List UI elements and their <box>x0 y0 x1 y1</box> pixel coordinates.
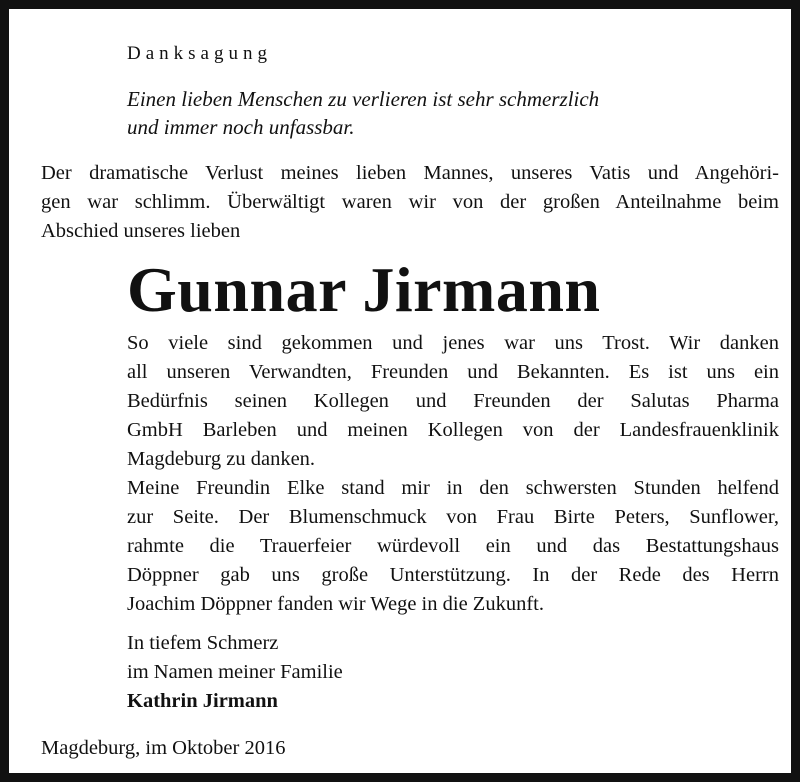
body-line-1: So viele sind gekommen und jenes war uns Trost. Wir danken <box>127 332 779 354</box>
body-line-10: Joachim Döppner fanden wir Wege in die Zukunft. <box>127 593 544 615</box>
body-line-6: Meine Freundin Elke stand mir in den schwersten Stunden helfend <box>127 477 779 499</box>
body-line-2: all unseren Verwandten, Freunden und Bekannten. Es ist uns ein <box>127 361 779 383</box>
intro-line-1: Der dramatische Verlust meines lieben Mannes, unseres Vatis und Angehöri- <box>41 162 779 184</box>
signer-name: Kathrin Jirmann <box>127 690 278 712</box>
place-date: Magdeburg, im Oktober 2016 <box>41 737 286 759</box>
body-line-3: Bedürfnis seinen Kollegen und Freunden der Salutas Pharma <box>127 390 779 412</box>
body-line-9: Döppner gab uns große Unterstützung. In der Rede des Herrn <box>127 564 779 586</box>
body-line-4: GmbH Barleben und meinen Kollegen von der Landesfrauenklinik <box>127 419 779 441</box>
notice-heading: Danksagung <box>127 43 272 64</box>
motto-line-1: Einen lieben Menschen zu verlieren ist sehr schmerzlich <box>127 87 600 111</box>
body-line-8: rahmte die Trauerfeier würdevoll ein und das Bestattungshaus <box>127 535 779 557</box>
motto-line-2: und immer noch unfassbar. <box>127 115 355 139</box>
body-line-7: zur Seite. Der Blumenschmuck von Frau Birte Peters, Sunflower, <box>127 506 779 528</box>
closing-line-1: In tiefem Schmerz <box>127 632 279 654</box>
body-line-5: Magdeburg zu danken. <box>127 448 316 470</box>
intro-line-3: Abschied unseres lieben <box>41 220 241 242</box>
deceased-name: Gunnar Jirmann <box>127 254 601 325</box>
intro-line-2: gen war schlimm. Überwältigt waren wir von der großen Anteilnahme beim <box>41 191 779 213</box>
closing-line-2: im Namen meiner Familie <box>127 661 343 683</box>
